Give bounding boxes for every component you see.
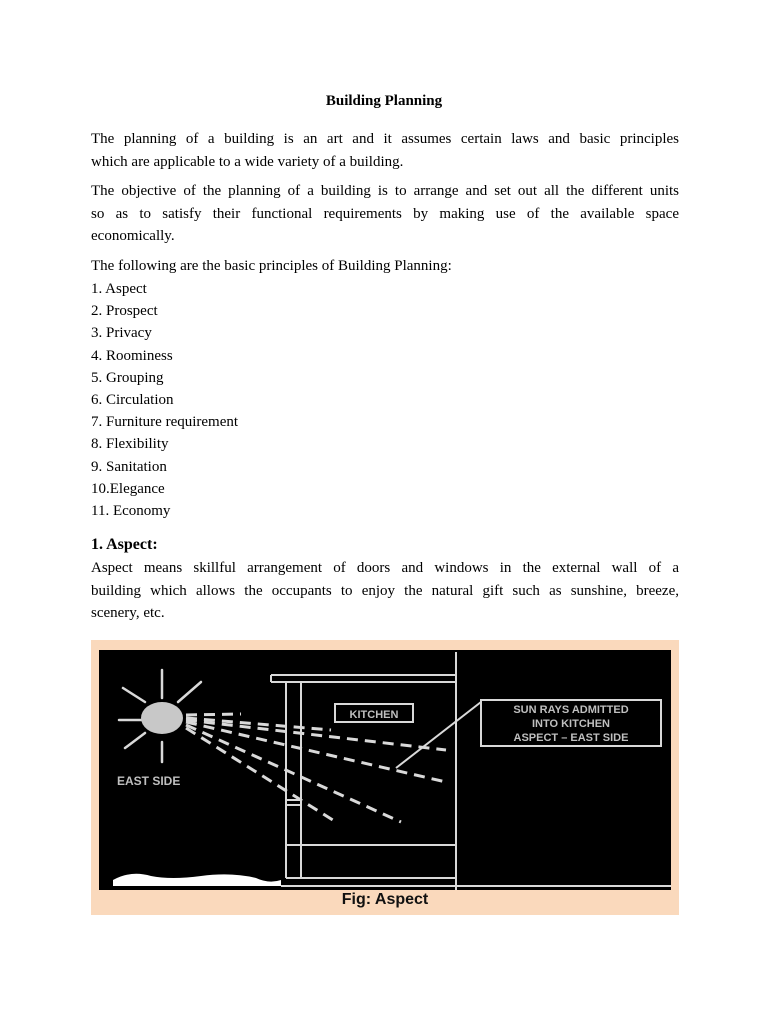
list-item: 10.Elegance — [91, 480, 165, 497]
diagram-background — [99, 650, 671, 890]
aspect-heading: 1. Aspect: — [91, 536, 158, 553]
objective-paragraph — [91, 180, 679, 248]
list-item: 9. Sanitation — [91, 458, 167, 475]
callout-line-3: ASPECT – EAST SIDE — [513, 732, 629, 744]
principles-intro: The following are the basic principles of Building Planning: — [91, 258, 452, 274]
list-item: 5. Grouping — [91, 369, 164, 386]
sun-icon — [141, 702, 183, 734]
objective-line-3: economically. — [91, 228, 175, 244]
kitchen-label: KITCHEN — [349, 709, 399, 721]
objective-line-2: so as to satisfy their functional requirements by making use of the available space — [91, 205, 679, 222]
aspect-diagram — [91, 640, 679, 890]
intro-paragraph — [91, 128, 679, 173]
east-side-label: EAST SIDE — [117, 774, 181, 788]
callout-line-1: SUN RAYS ADMITTED — [513, 704, 629, 716]
list-item: 2. Prospect — [91, 303, 158, 320]
figure-caption: Fig: Aspect — [341, 891, 429, 908]
intro-line-1: The planning of a building is an art and it assumes certain laws and basic principles — [91, 131, 679, 147]
list-item: 3. Privacy — [91, 325, 152, 342]
aspect-line-2: building which allows the occupants to enjoy the natural gift such as sunshine, breeze, — [91, 582, 679, 599]
callout-line-2: INTO KITCHEN — [531, 718, 611, 730]
aspect-line-3: scenery, etc. — [91, 605, 165, 621]
principles-list — [91, 278, 238, 522]
aspect-line-1: Aspect means skillful arrangement of doors and windows in the external wall of a — [91, 560, 679, 576]
list-item: 7. Furniture requirement — [91, 414, 239, 431]
intro-line-2: which are applicable to a wide variety of a building. — [91, 153, 404, 170]
list-item: 1. Aspect — [91, 281, 147, 297]
aspect-paragraph — [91, 557, 679, 625]
list-item: 11. Economy — [91, 503, 171, 520]
objective-line-1: The objective of the planning of a building is to arrange and set out all the different units — [91, 183, 679, 199]
aspect-figure — [91, 640, 679, 915]
list-item: 8. Flexibility — [91, 436, 169, 453]
list-item: 6. Circulation — [91, 392, 174, 409]
list-item: 4. Roominess — [91, 347, 173, 364]
page-title: Building Planning — [325, 93, 443, 109]
